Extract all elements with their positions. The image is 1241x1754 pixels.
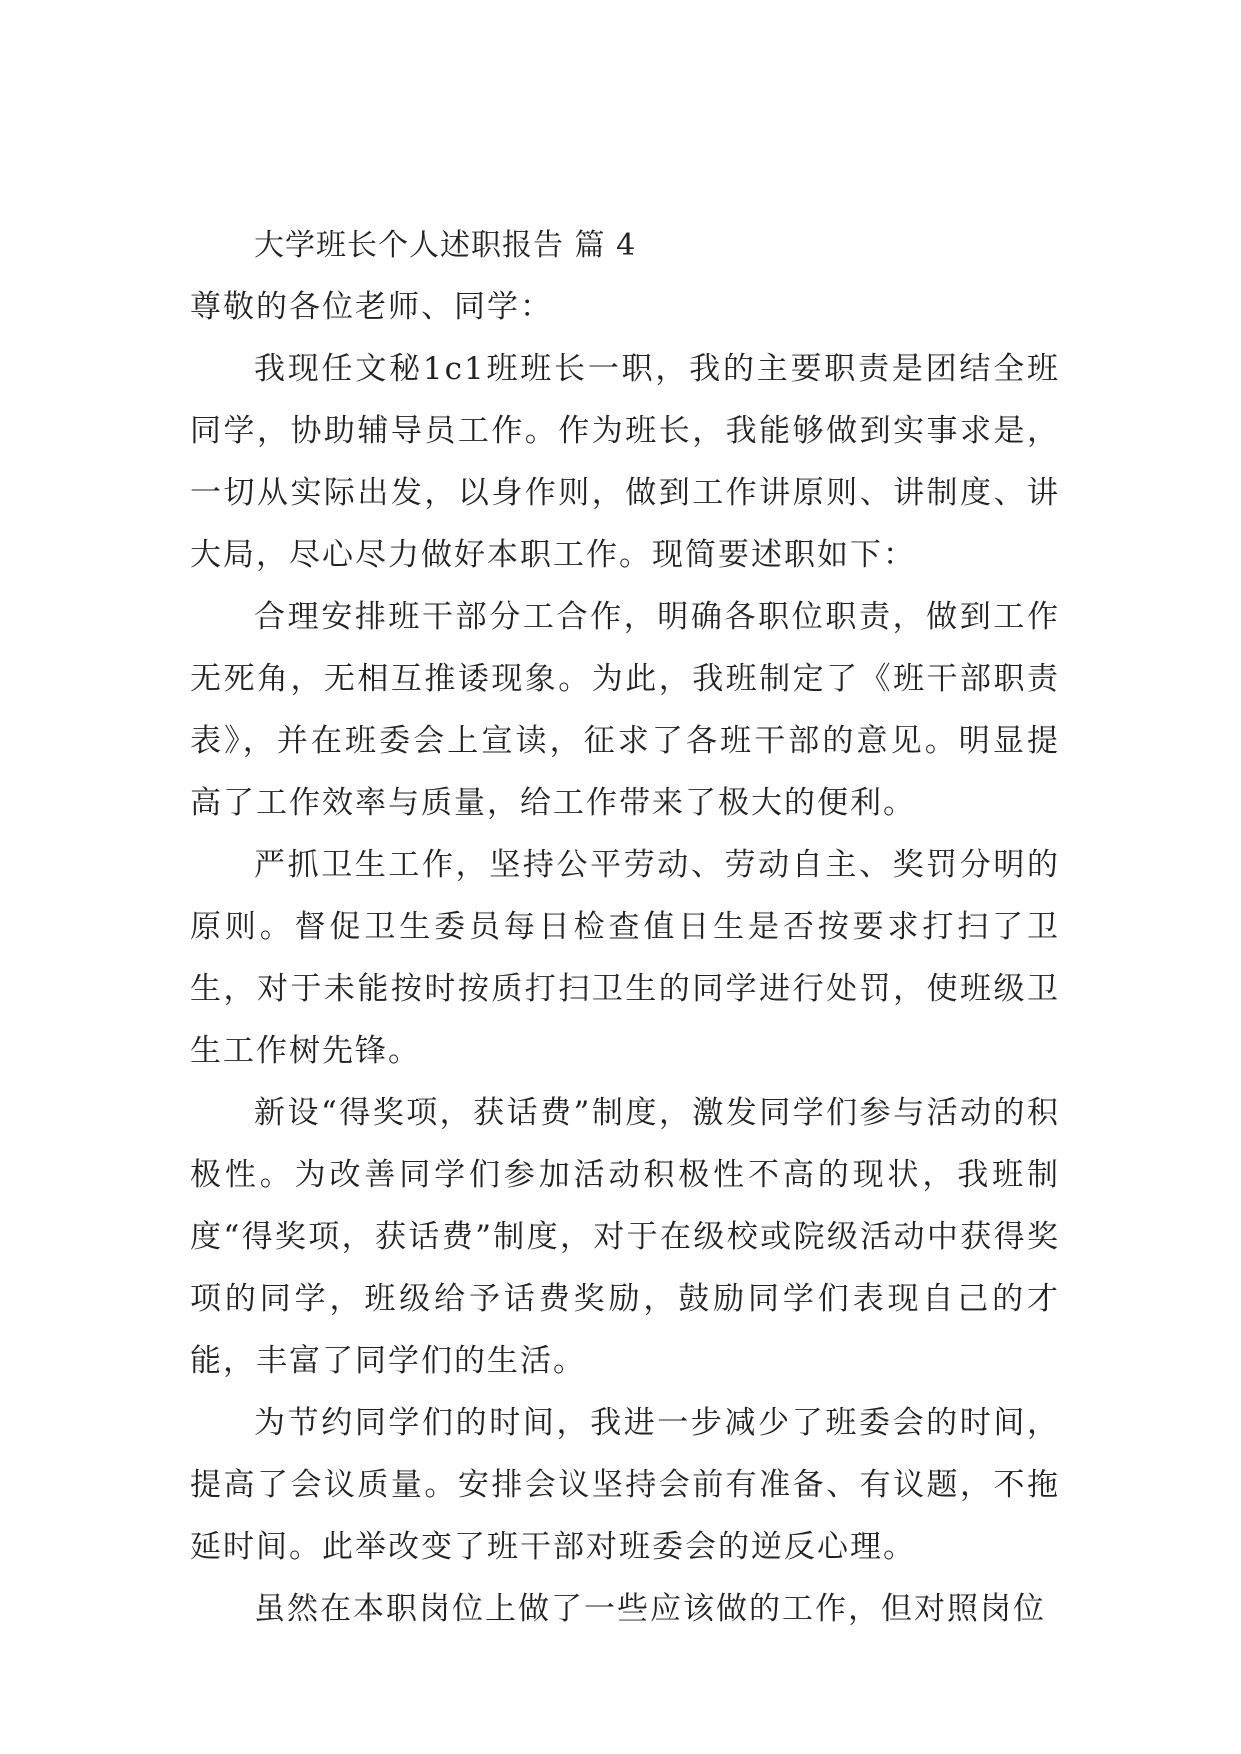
paragraph-5: 为节约同学们的时间，我进一步减少了班委会的时间，提高了会议质量。安排会议坚持会前有准备、有议题，不拖延时间。此举改变了班干部对班委会的逆反心理。 — [190, 1405, 1060, 1565]
paragraph-1: 我现任文秘1c1班班长一职，我的主要职责是团结全班同学，协助辅导员工作。作为班长，我能够做到实事求是，一切从实际出发，以身作则，做到工作讲原则、讲制度、讲大局，尽心尽力做好本职工作。现简要述职如下： — [190, 351, 1060, 573]
document-page — [190, 224, 1060, 1640]
salutation: 尊敬的各位老师、同学： — [190, 289, 553, 325]
paragraph-3: 严抓卫生工作，坚持公平劳动、劳动自主、奖罚分明的原则。督促卫生委员每日检查值日生是否按要求打扫了卫生，对于未能按时按质打扫卫生的同学进行处罚，使班级卫生工作树先锋。 — [190, 847, 1060, 1069]
document-title: 大学班长个人述职报告 篇 4 — [254, 228, 637, 263]
paragraph-6: 虽然在本职岗位上做了一些应该做的工作，但对照岗位 — [254, 1591, 1046, 1627]
paragraph-2: 合理安排班干部分工合作，明确各职位职责，做到工作无死角，无相互推诿现象。为此，我班制定了《班干部职责表》，并在班委会上宣读，征求了各班干部的意见。明显提高了工作效率与质量，给工作带来了极大的便利。 — [190, 599, 1060, 821]
paragraph-4: 新设“得奖项，获话费”制度，激发同学们参与活动的积极性。为改善同学们参加活动积极性不高的现状，我班制度“得奖项，获话费”制度，对于在级校或院级活动中获得奖项的同学，班级给予话费奖励，鼓励同学们表现自己的才能，丰富了同学们的生活。 — [190, 1095, 1060, 1379]
